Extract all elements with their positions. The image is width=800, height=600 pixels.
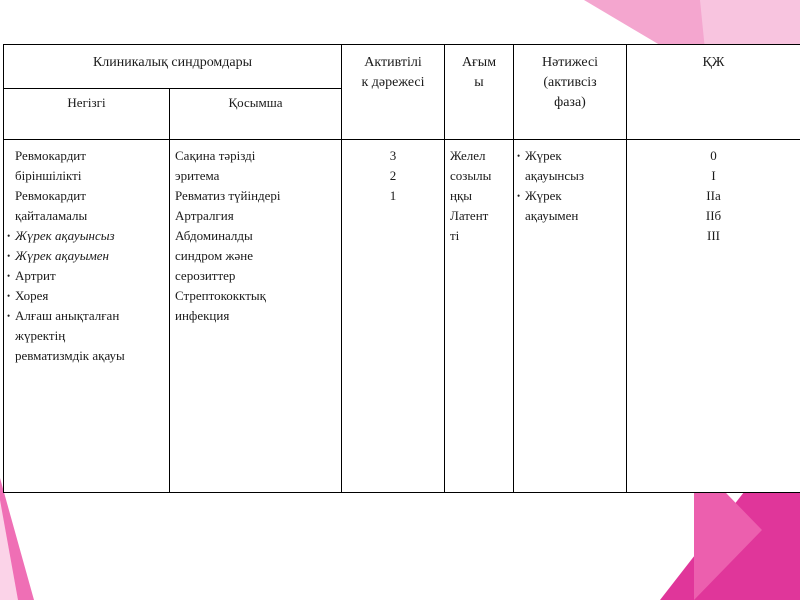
outcome-item: • Жүрек bbox=[519, 186, 621, 206]
main-item: біріншілікті bbox=[15, 168, 82, 183]
hf-value: IIб bbox=[705, 208, 722, 223]
additional-item: Стрептококктық bbox=[175, 288, 266, 303]
outcome-item: • Жүрек bbox=[519, 146, 621, 166]
main-item: жүректің bbox=[15, 328, 66, 343]
additional-item: эритема bbox=[175, 168, 220, 183]
additional-item: Сақина тәрізді bbox=[175, 148, 256, 163]
main-item: • Алғаш анықталған bbox=[9, 306, 164, 326]
additional-item: Абдоминалды bbox=[175, 228, 253, 243]
activity-value: 2 bbox=[389, 168, 397, 183]
header-heart-failure: ҚЖ bbox=[627, 45, 800, 140]
main-item: Ревмокардит bbox=[15, 188, 86, 203]
header-additional: Қосымша bbox=[170, 89, 342, 140]
main-item: • Жүрек ақауынсыз bbox=[9, 226, 164, 246]
main-item: қайталамалы bbox=[15, 208, 88, 223]
header-main: Негізгі bbox=[4, 89, 170, 140]
cell-main-syndromes bbox=[4, 140, 170, 493]
outcome-item: ақауымен bbox=[525, 208, 579, 223]
hf-value: IIa bbox=[706, 188, 721, 203]
header-activity-line2: к дәрежесі bbox=[361, 75, 425, 90]
cell-additional-syndromes bbox=[170, 140, 342, 493]
activity-value: 1 bbox=[389, 188, 397, 203]
header-clinical-syndromes: Клиникалық синдромдары bbox=[4, 45, 342, 89]
header-activity-line1: Активтілі bbox=[364, 55, 422, 70]
main-syndromes-list bbox=[9, 146, 164, 366]
header-outcome-line3: фаза) bbox=[554, 95, 586, 110]
header-course-line2: ы bbox=[474, 75, 484, 90]
additional-item: синдром және bbox=[175, 248, 254, 263]
additional-item: Артралгия bbox=[175, 208, 234, 223]
header-outcome-line2: (активсіз bbox=[543, 75, 597, 90]
course-item: ңқы bbox=[450, 188, 473, 203]
course-item: Желел bbox=[450, 148, 486, 163]
additional-item: Ревматиз түйіндері bbox=[175, 188, 281, 203]
activity-value: 3 bbox=[389, 148, 397, 163]
course-item: Латент bbox=[450, 208, 489, 223]
course-item: созылы bbox=[450, 168, 492, 183]
cell-activity-values bbox=[342, 140, 445, 493]
cell-heart-failure-values bbox=[627, 140, 800, 493]
main-item: • Жүрек ақауымен bbox=[9, 246, 164, 266]
header-course-line1: Ағым bbox=[461, 55, 497, 70]
clinical-classification-table bbox=[3, 44, 800, 493]
main-item: • Артрит bbox=[9, 266, 164, 286]
additional-item: инфекция bbox=[175, 308, 230, 323]
course-item: ті bbox=[450, 228, 460, 243]
header-outcome-line1: Нәтижесі bbox=[541, 55, 599, 70]
hf-value: III bbox=[707, 228, 720, 243]
outcome-item: ақауынсыз bbox=[525, 168, 585, 183]
cell-outcome-values bbox=[514, 140, 627, 493]
main-item: Ревмокардит bbox=[15, 148, 86, 163]
main-item: ревматизмдік ақауы bbox=[15, 348, 125, 363]
hf-value: 0 bbox=[710, 148, 717, 163]
additional-item: серозиттер bbox=[175, 268, 236, 283]
header-activity-degree bbox=[342, 45, 445, 140]
hf-value: I bbox=[711, 168, 716, 183]
cell-course-values bbox=[445, 140, 514, 493]
outcome-list bbox=[519, 146, 621, 226]
main-item: • Хорея bbox=[9, 286, 164, 306]
header-course bbox=[445, 45, 514, 140]
header-outcome bbox=[514, 45, 627, 140]
